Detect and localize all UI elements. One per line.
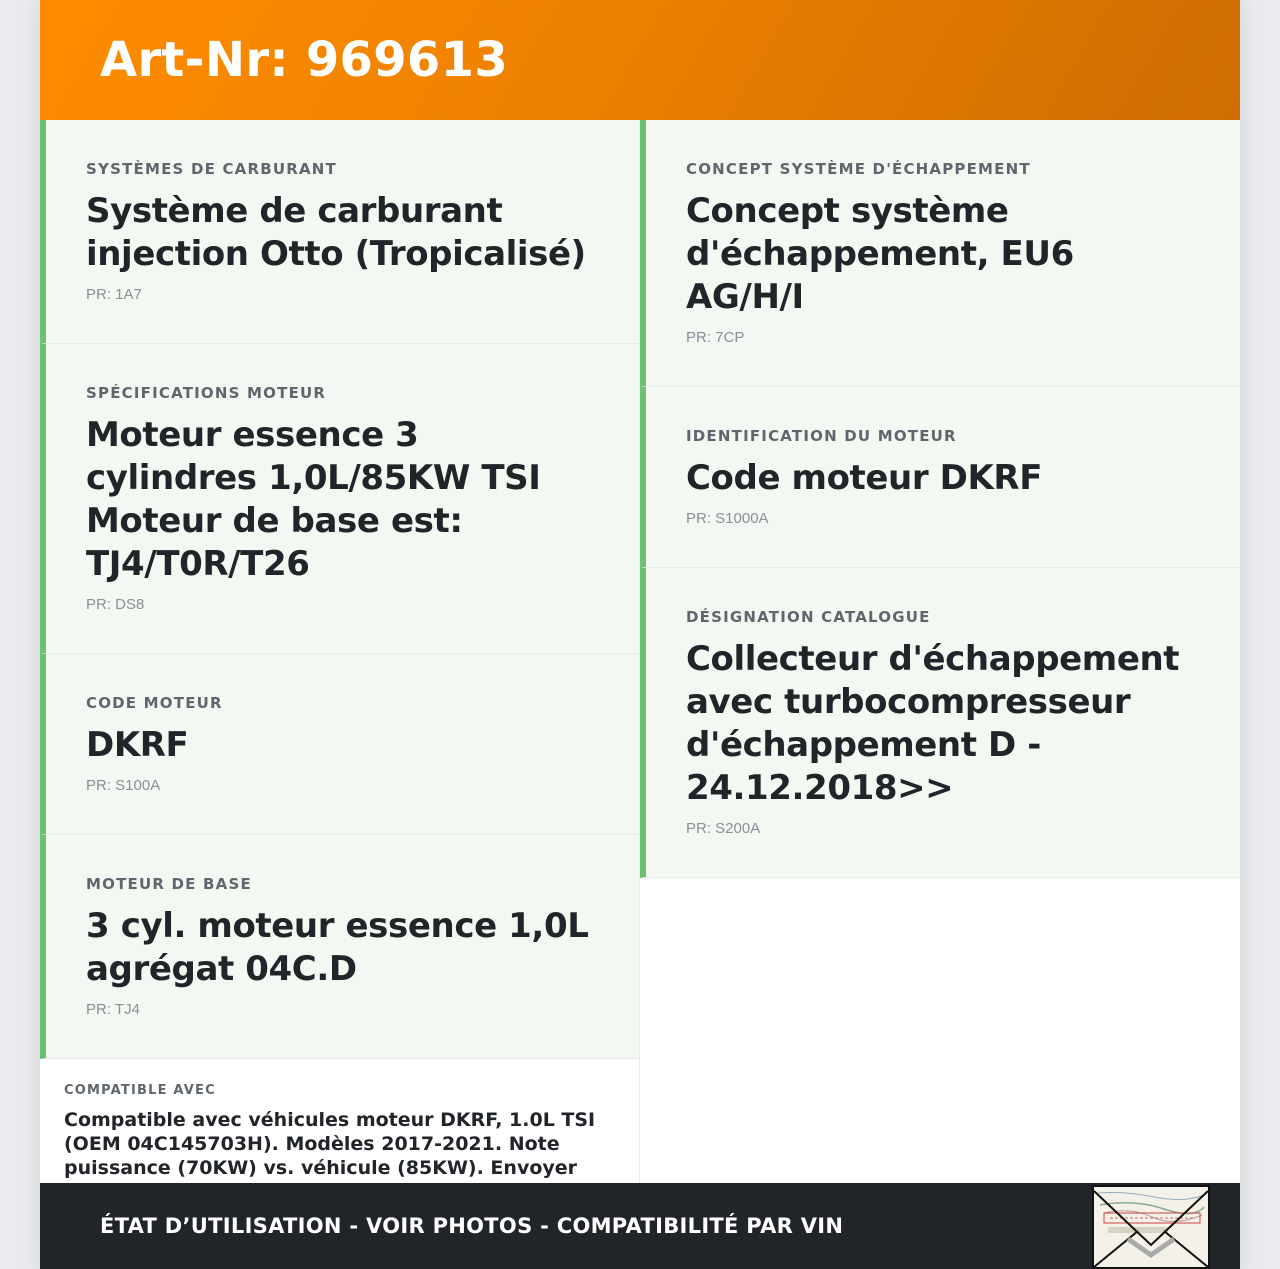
spec-value: DKRF [86, 725, 189, 765]
spec-pr-code: PR: 7CP [686, 329, 745, 346]
compatibility-text: Compatible avec véhicules moteur DKRF, 1.0L TSI (OEM 04C145703H). Modèles 2017-2021. Note puissance (70KW) vs. véhicule (85KW). Envoyer [64, 1109, 596, 1179]
spec-value: Collecteur d'échappement avec turbocompresseur d'échappement D - 24.12.2018>> [686, 639, 1180, 808]
spec-card-fuel-system [40, 120, 639, 344]
spec-card-base-engine [40, 835, 639, 1059]
spec-value: Système de carburant injection Otto (Tropicalisé) [86, 191, 586, 274]
spec-card-engine-specs [40, 344, 639, 654]
spec-pr-code: PR: DS8 [86, 596, 145, 613]
envelope-thumbnail-graphic [1094, 1187, 1208, 1267]
spec-label: DÉSIGNATION CATALOGUE [686, 608, 931, 626]
envelope-thumbnail-icon[interactable] [1092, 1185, 1210, 1269]
spec-value: 3 cyl. moteur essence 1,0L agrégat 04C.D [86, 906, 589, 989]
spec-card-catalog-designation [640, 568, 1240, 878]
spec-label: CODE MOTEUR [86, 694, 223, 712]
spec-card-engine-code [40, 654, 639, 835]
footer-bar [40, 1183, 1240, 1269]
spec-value: Concept système d'échappement, EU6 AG/H/I [686, 191, 1074, 317]
spec-label: SPÉCIFICATIONS MOTEUR [86, 384, 327, 402]
page-title: Art-Nr: 969613 [100, 32, 509, 88]
spec-card-exhaust-concept [640, 120, 1240, 387]
footer-text: ÉTAT D’UTILISATION - VOIR PHOTOS - COMPATIBILITÉ PAR VIN [100, 1214, 844, 1238]
spec-value: Moteur essence 3 cylindres 1,0L/85KW TSI Moteur de base est: TJ4/T0R/T26 [86, 415, 541, 584]
spec-value: Code moteur DKRF [686, 458, 1043, 498]
spec-grid [40, 120, 1240, 1229]
right-column [640, 120, 1240, 1229]
spec-pr-code: PR: 1A7 [86, 286, 142, 303]
spec-label: CONCEPT SYSTÈME D'ÉCHAPPEMENT [686, 160, 1031, 178]
spec-label: SYSTÈMES DE CARBURANT [86, 160, 337, 178]
product-sheet [40, 0, 1240, 1269]
spec-pr-code: PR: TJ4 [86, 1001, 140, 1018]
spec-pr-code: PR: S100A [86, 777, 161, 794]
compatibility-label: COMPATIBLE AVEC [64, 1083, 216, 1098]
spec-pr-code: PR: S200A [686, 820, 761, 837]
left-column [40, 120, 640, 1229]
spec-card-engine-identification [640, 387, 1240, 568]
spec-label: IDENTIFICATION DU MOTEUR [686, 427, 957, 445]
header-banner [40, 0, 1240, 120]
spec-label: MOTEUR DE BASE [86, 875, 252, 893]
spec-pr-code: PR: S1000A [686, 510, 769, 527]
